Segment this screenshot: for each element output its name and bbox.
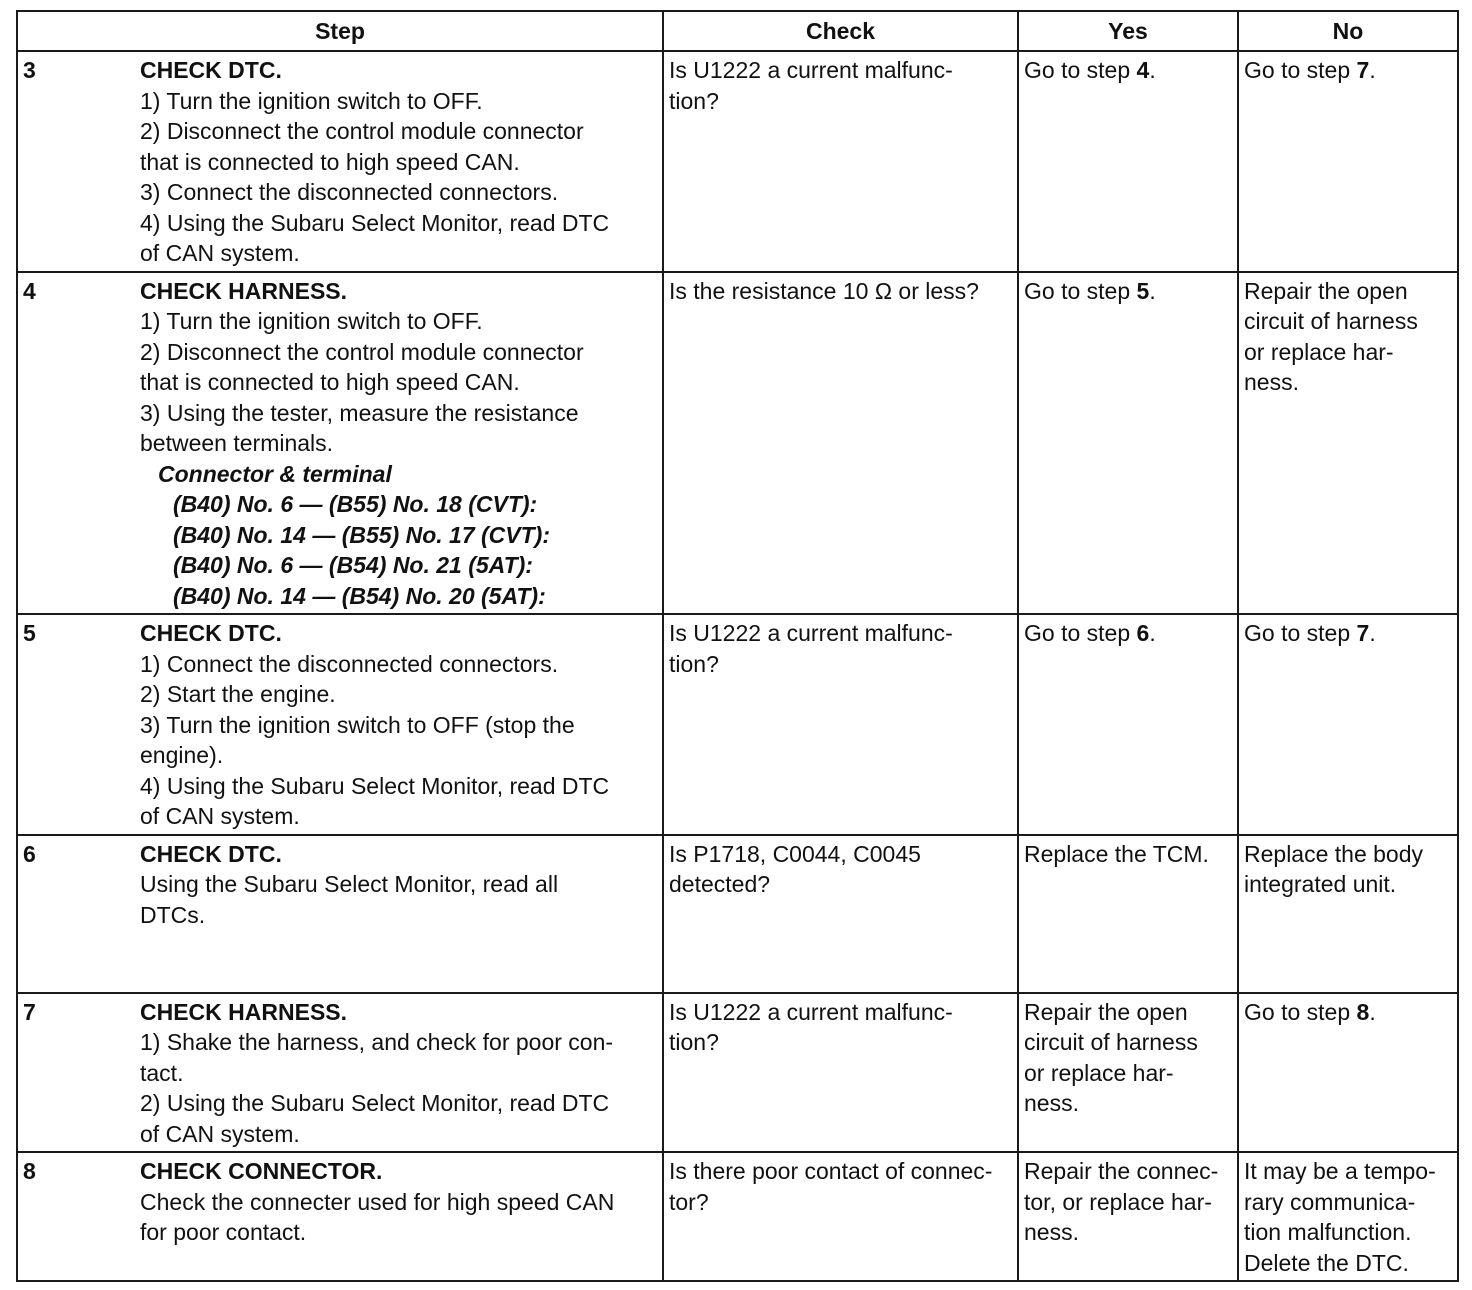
step-line: that is connected to high speed CAN. [140,369,520,395]
terminal-spec: (B40) No. 14 — (B55) No. 17 (CVT): [173,521,550,548]
step-cell [17,272,663,615]
header-check: Check [663,11,1018,51]
header-step: Step [17,11,663,51]
step-wrap [18,618,657,832]
step-cell [17,51,663,272]
step-wrap [18,55,657,269]
step-number: 3 [23,57,36,83]
step-number: 8 [23,1158,36,1184]
step-line: of CAN system. [140,803,300,829]
yes-prefix: Go to step [1024,277,1137,304]
no-text: Replace the body integrated unit. [1244,840,1424,897]
yes-cell [1018,1152,1238,1281]
check-cell [663,835,1018,993]
terminal-spec: (B40) No. 14 — (B54) No. 20 (5AT): [173,582,546,609]
step-line: of CAN system. [140,1120,300,1147]
step-line: tact. [140,1059,184,1086]
no-prefix: Go to step [1244,57,1357,83]
no-suffix: . [1369,998,1376,1025]
step-line: 3) Connect the disconnected connectors. [140,179,559,205]
step-line: 2) Using the Subaru Select Monitor, read DTC [140,1090,610,1116]
step-number: 7 [23,998,36,1025]
check-cell [663,51,1018,272]
no-step-ref: 7 [1356,620,1370,646]
no-cell [1238,1152,1458,1281]
step-wrap [18,1156,657,1248]
step-line: of CAN system. [140,240,300,266]
check-text: Is U1222 a current malfunc- tion? [669,57,953,114]
step-number: 5 [23,620,36,646]
step-body [140,997,657,1150]
terminal-spec: (B40) No. 6 — (B54) No. 21 (5AT): [173,552,533,578]
step-line: 4) Using the Subaru Select Monitor, read DTC [140,772,610,799]
table-row [17,835,1458,993]
terminal-spec: (B40) No. 6 — (B55) No. 18 (CVT): [173,491,538,517]
yes-cell [1018,835,1238,993]
check-cell [663,1152,1018,1281]
yes-prefix: Go to step [1024,57,1137,83]
step-line: between terminals. [140,430,334,456]
no-cell [1238,993,1458,1153]
yes-cell [1018,993,1238,1153]
no-suffix: . [1369,57,1376,83]
yes-text: Repair the open circuit of harness or replace har- ness. [1024,998,1198,1116]
yes-prefix: Go to step [1024,620,1137,646]
diagnostic-table [16,10,1459,1282]
no-step-ref: 8 [1356,998,1370,1025]
step-line: 2) Start the engine. [140,681,336,707]
step-title: CHECK CONNECTOR. [140,1158,383,1184]
check-text: Is U1222 a current malfunc- tion? [669,620,953,677]
table-row [17,1152,1458,1281]
table-row [17,614,1458,835]
step-line: for poor contact. [140,1219,307,1245]
no-cell [1238,51,1458,272]
step-line: Using the Subaru Select Monitor, read all [140,871,559,897]
step-body [140,1156,657,1248]
yes-cell [1018,614,1238,835]
step-title: CHECK HARNESS. [140,998,348,1025]
yes-text: Repair the connec- tor, or replace har- ness. [1024,1158,1219,1245]
yes-step-ref: 6 [1136,620,1150,646]
header-no: No [1238,11,1458,51]
step-line: 1) Shake the harness, and check for poor con- [140,1029,614,1055]
step-title: CHECK DTC. [140,620,282,646]
step-title: CHECK DTC. [140,840,282,867]
step-body [140,276,657,612]
step-line: 1) Connect the disconnected connectors. [140,650,559,677]
step-cell [17,993,663,1153]
no-suffix: . [1369,620,1376,646]
check-text: Is the resistance 10 Ω or less? [669,277,979,304]
step-body [140,55,657,269]
yes-suffix: . [1149,57,1156,83]
header-row [17,11,1458,51]
step-line: Check the connecter used for high speed CAN [140,1188,615,1215]
step-line: 2) Disconnect the control module connector [140,338,584,365]
step-wrap [18,276,657,612]
step-line: 1) Turn the ignition switch to OFF. [140,87,483,114]
connector-heading: Connector & terminal [158,460,392,487]
table-row [17,272,1458,615]
no-cell [1238,835,1458,993]
step-number: 4 [23,277,36,304]
check-text: Is U1222 a current malfunc- tion? [669,998,953,1055]
step-line: 3) Using the tester, measure the resistance [140,399,579,426]
yes-suffix: . [1149,277,1156,304]
check-cell [663,614,1018,835]
step-wrap [18,839,657,931]
no-cell [1238,614,1458,835]
step-title: CHECK HARNESS. [140,277,348,304]
step-cell [17,1152,663,1281]
yes-text: Replace the TCM. [1024,840,1209,867]
yes-suffix: . [1149,620,1156,646]
step-title: CHECK DTC. [140,57,282,83]
step-line: engine). [140,742,224,768]
step-cell [17,614,663,835]
table-row [17,51,1458,272]
no-prefix: Go to step [1244,620,1357,646]
yes-cell [1018,272,1238,615]
header-yes: Yes [1018,11,1238,51]
check-cell [663,993,1018,1153]
check-text: Is P1718, C0044, C0045 detected? [669,840,921,897]
step-number: 6 [23,840,36,867]
yes-step-ref: 5 [1136,277,1150,304]
table-row [17,993,1458,1153]
no-step-ref: 7 [1356,57,1370,83]
no-prefix: Go to step [1244,998,1357,1025]
yes-cell [1018,51,1238,272]
step-line: 4) Using the Subaru Select Monitor, read DTC [140,209,610,236]
step-line: 1) Turn the ignition switch to OFF. [140,308,483,334]
step-line: that is connected to high speed CAN. [140,148,520,175]
no-cell [1238,272,1458,615]
step-wrap [18,997,657,1150]
check-cell [663,272,1018,615]
step-cell [17,835,663,993]
step-line: 2) Disconnect the control module connector [140,118,584,144]
yes-step-ref: 4 [1136,57,1150,83]
no-text: It may be a tempo- rary communica- tion malfunction. Delete the DTC. [1244,1158,1436,1276]
check-text: Is there poor contact of connec- tor? [669,1158,993,1215]
step-body [140,618,657,832]
step-body [140,839,657,931]
no-text: Repair the open circuit of harness or replace har- ness. [1244,277,1418,395]
step-line: 3) Turn the ignition switch to OFF (stop the [140,711,575,738]
step-line: DTCs. [140,901,206,928]
